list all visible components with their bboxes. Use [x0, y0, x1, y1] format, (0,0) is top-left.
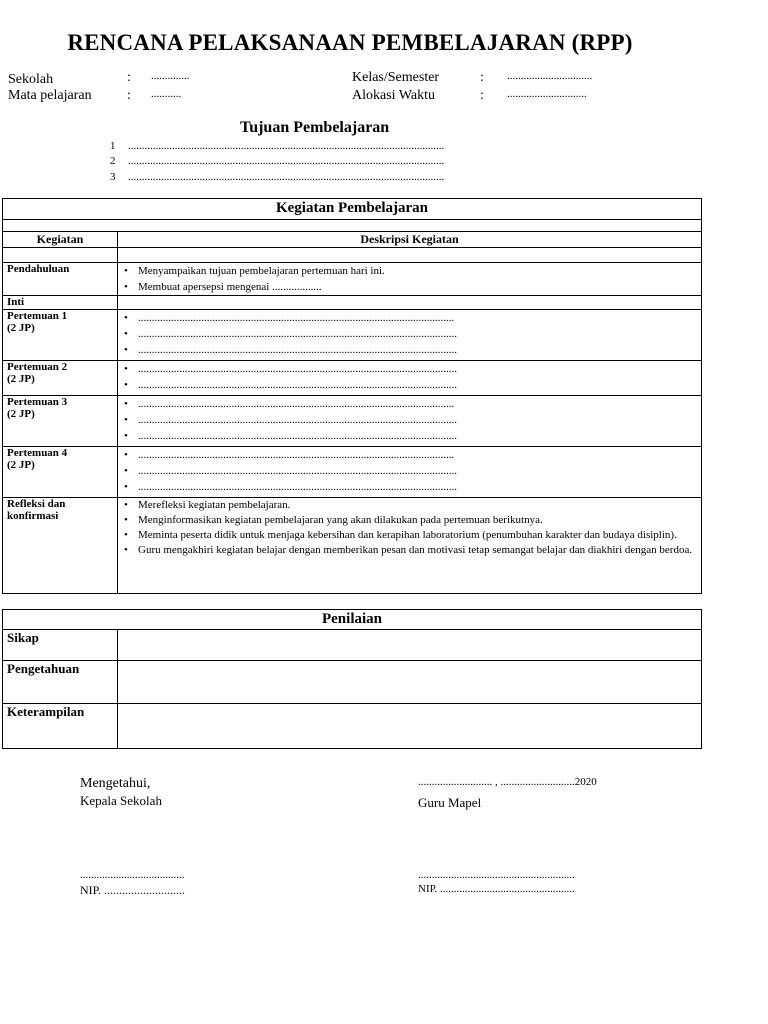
refleksi-desc	[118, 498, 702, 594]
penilaian-sikap-label: Sikap	[3, 630, 118, 661]
penilaian-heading: Penilaian	[3, 610, 702, 630]
list-item: • ...................................................................................................................	[122, 310, 697, 326]
info-alokasi-label: Alokasi Waktu	[352, 88, 435, 103]
info-mapel-label: Mata pelajaran	[8, 88, 92, 103]
refleksi-label: Refleksi dan konfirmasi	[3, 498, 118, 594]
sign-kepala-sekolah: Kepala Sekolah	[80, 793, 162, 808]
pertemuan-desc	[118, 361, 702, 396]
list-item: • ....................................................................................................................	[122, 361, 697, 377]
sign-left-nip: NIP. ...........................	[80, 883, 186, 897]
info-colon: :	[127, 70, 131, 85]
info-sekolah-value: ..............	[151, 70, 190, 82]
kegiatan-heading: Kegiatan Pembelajaran	[3, 199, 702, 220]
penilaian-keterampilan-value	[118, 704, 702, 749]
list-item: • ...................................................................................................................	[122, 396, 697, 412]
tujuan-item	[110, 140, 445, 152]
list-item: • ....................................................................................................................	[122, 377, 697, 393]
list-item: • ....................................................................................................................	[122, 412, 697, 428]
pertemuan-label: Pertemuan 1 (2 JP)	[3, 310, 118, 361]
tujuan-item	[110, 171, 445, 183]
empty-cell	[118, 296, 702, 310]
list-item: • Menyampaikan tujuan pembelajaran pertemuan hari ini.	[122, 263, 697, 279]
penilaian-pengetahuan-label: Pengetahuan	[3, 661, 118, 704]
tujuan-num: 3	[110, 171, 116, 183]
pendahuluan-desc	[118, 263, 702, 296]
page-title: RENCANA PELAKSANAAN PEMBELAJARAN (RPP)	[67, 30, 633, 55]
col-deskripsi-header: Deskripsi Kegiatan	[118, 232, 702, 248]
pertemuan-desc	[118, 310, 702, 361]
list-item: • ....................................................................................................................	[122, 428, 697, 444]
tujuan-num: 2	[110, 155, 116, 167]
tujuan-num: 1	[110, 140, 116, 152]
col-kegiatan-header: Kegiatan	[3, 232, 118, 248]
info-colon: :	[480, 70, 484, 85]
penilaian-sikap-value	[118, 630, 702, 661]
tujuan-heading: Tujuan Pembelajaran	[240, 119, 390, 136]
info-colon: :	[127, 88, 131, 103]
pertemuan-label: Pertemuan 4 (2 JP)	[3, 447, 118, 498]
list-item: • ....................................................................................................................	[122, 342, 697, 358]
info-alokasi-value: .............................	[507, 88, 587, 100]
list-item: • ....................................................................................................................	[122, 463, 697, 479]
pendahuluan-label: Pendahuluan	[3, 263, 118, 296]
list-item: • Merefleksi kegiatan pembelajaran.	[122, 498, 697, 513]
list-item: • Meminta peserta didik untuk menjaga kebersihan dan kerapihan laboratorium (penumbuhan karakter dan budaya disiplin).	[122, 528, 697, 543]
pertemuan-label: Pertemuan 3 (2 JP)	[3, 396, 118, 447]
kegiatan-table	[2, 198, 702, 594]
pertemuan-desc	[118, 396, 702, 447]
tujuan-item	[110, 155, 445, 167]
spacer-row	[3, 220, 702, 232]
pertemuan-label: Pertemuan 2 (2 JP)	[3, 361, 118, 396]
list-item: • ....................................................................................................................	[122, 326, 697, 342]
list-item: • Membuat apersepsi mengenai ..................	[122, 279, 697, 295]
tujuan-text: ...................................................................................................................	[128, 155, 445, 167]
info-mapel-value: ...........	[151, 88, 182, 100]
sign-guru-mapel: Guru Mapel	[418, 795, 482, 810]
list-item: • ...................................................................................................................	[122, 447, 697, 463]
info-sekolah-label: Sekolah	[8, 72, 54, 87]
list-item: • Guru mengakhiri kegiatan belajar dengan memberikan pesan dan motivasi tetap semangat belajar dan diakhiri dengan berdoa.	[122, 543, 697, 558]
sign-mengetahui: Mengetahui,	[80, 776, 151, 791]
info-kelas-label: Kelas/Semester	[352, 70, 440, 85]
pertemuan-desc	[118, 447, 702, 498]
list-item: • ....................................................................................................................	[122, 479, 697, 495]
sign-right-dots: .........................................................	[418, 869, 575, 881]
info-kelas-value: ...............................	[507, 70, 593, 82]
empty-cell	[3, 248, 118, 263]
penilaian-table	[2, 609, 702, 749]
sign-right-nip: NIP. .................................................	[418, 883, 575, 895]
info-colon: :	[480, 88, 484, 103]
tujuan-text: ...................................................................................................................	[128, 171, 445, 183]
empty-cell	[118, 248, 702, 263]
list-item: • Menginformasikan kegiatan pembelajaran yang akan dilakukan pada pertemuan berikutnya.	[122, 513, 697, 528]
inti-label: Inti	[3, 296, 118, 310]
sign-date: ........................... , ...........................2020	[418, 776, 597, 788]
penilaian-pengetahuan-value	[118, 661, 702, 704]
penilaian-keterampilan-label: Keterampilan	[3, 704, 118, 749]
tujuan-text: ...................................................................................................................	[128, 140, 445, 152]
sign-left-dots: ......................................	[80, 869, 185, 881]
